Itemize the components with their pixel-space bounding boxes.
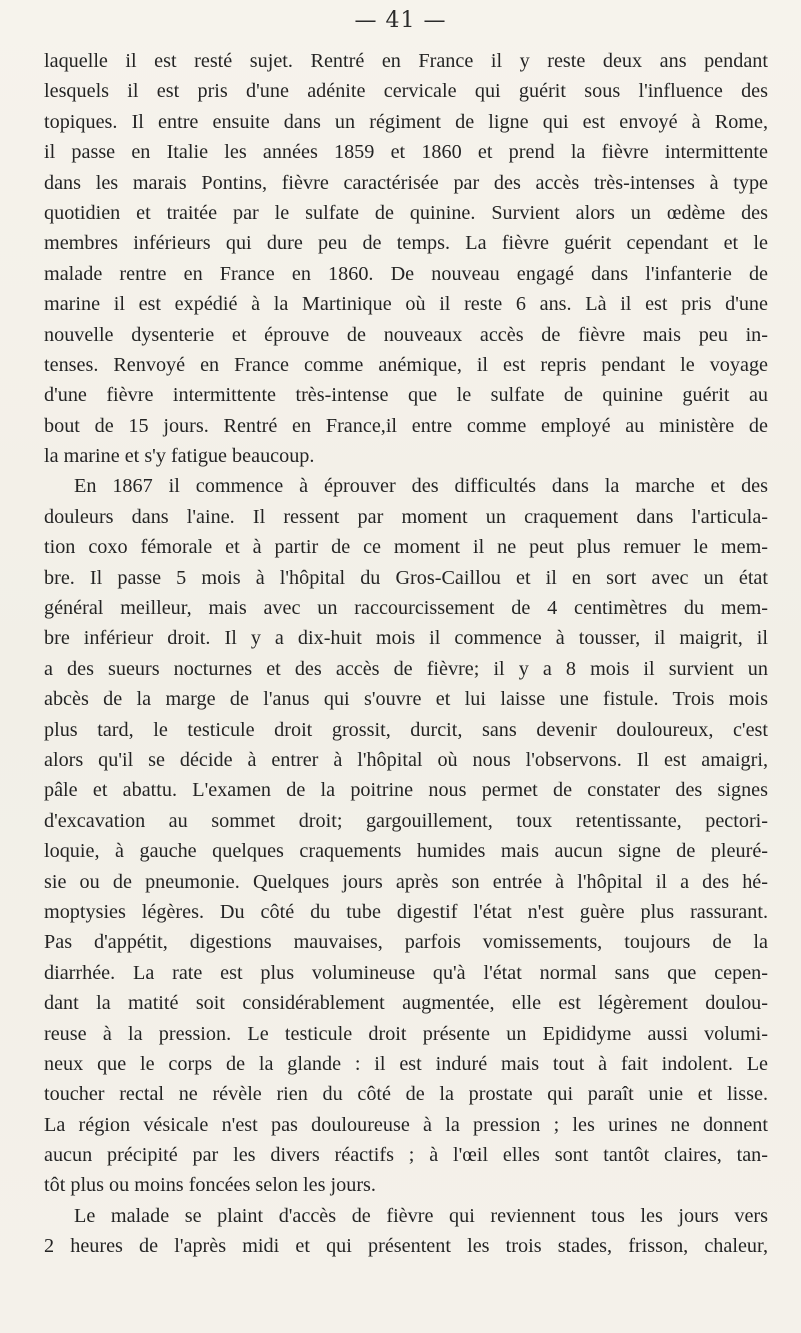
text-line: tenses. Renvoyé en France comme anémique, il est repris pendant le voyage [44,353,768,376]
text-line: membres inférieurs qui dure peu de temps. La fièvre guérit cependant et le [44,232,768,255]
text-line: a des sueurs nocturnes et des accès de fièvre; il y a 8 mois il survient un [44,657,768,680]
text-line: d'excavation au sommet droit; gargouillement, toux retentissante, pectori- [44,809,768,832]
text-line: général meilleur, mais avec un raccourcissement de 4 centimètres du mem- [44,597,768,620]
text-line: dans les marais Pontins, fièvre caractérisée par des accès très-intenses à type [44,171,768,194]
paragraph-start-line: Le malade se plaint d'accès de fièvre qui reviennent tous les jours vers [74,1204,768,1227]
text-line: bre. Il passe 5 mois à l'hôpital du Gros-Caillou et il en sort avec un état [44,566,768,589]
text-line: La région vésicale n'est pas douloureuse à la pression ; les urines ne donnent [44,1113,768,1136]
text-line: toucher rectal ne révèle rien du côté de la prostate qui paraît unie et lisse. [44,1083,768,1106]
text-line: il passe en Italie les années 1859 et 1860 et prend la fièvre intermittente [44,141,768,164]
text-line: bout de 15 jours. Rentré en France,il entre comme employé au ministère de [44,414,768,437]
text-line: quotidien et traitée par le sulfate de quinine. Survient alors un œdème des [44,201,768,224]
text-line: diarrhée. La rate est plus volumineuse qu'à l'état normal sans que cepen- [44,961,768,984]
text-line: lesquels il est pris d'une adénite cervicale qui guérit sous l'influence des [44,80,768,103]
text-line: alors qu'il se décide à entrer à l'hôpital où nous l'observons. Il est amaigri, [44,748,768,771]
text-line: nouvelle dysenterie et éprouve de nouveaux accès de fièvre mais peu in- [44,323,768,346]
page-number: — 41 — [354,8,447,33]
text-line: douleurs dans l'aine. Il ressent par moment un craquement dans l'articula- [44,505,768,528]
text-line: loquie, à gauche quelques craquements humides mais aucun signe de pleuré- [44,840,768,863]
text-line: neux que le corps de la glande : il est induré mais tout à fait indolent. Le [44,1052,768,1075]
text-line: dant la matité soit considérablement augmentée, elle est légèrement doulou- [44,992,768,1015]
paragraph-start-line: En 1867 il commence à éprouver des difficultés dans la marche et des [74,475,768,498]
text-line: topiques. Il entre ensuite dans un régiment de ligne qui est envoyé à Rome, [44,110,768,133]
text-line: bre inférieur droit. Il y a dix-huit mois il commence à tousser, il maigrit, il [44,627,768,650]
text-line: pâle et abattu. L'examen de la poitrine nous permet de constater des signes [44,779,768,802]
text-line: laquelle il est resté sujet. Rentré en France il y reste deux ans pendant [44,50,768,72]
text-line: tion coxo fémorale et à partir de ce moment il ne peut plus remuer le mem- [44,536,768,559]
text-line: tôt plus ou moins foncées selon les jours. [44,1174,376,1197]
text-line: la marine et s'y fatigue beaucoup. [44,445,315,468]
text-line: moptysies légères. Du côté du tube digestif l'état n'est guère plus rassurant. [44,900,768,923]
text-line: sie ou de pneumonie. Quelques jours après son entrée à l'hôpital il a des hé- [44,870,768,893]
text-line: 2 heures de l'après midi et qui présentent les trois stades, frisson, chaleur, [44,1235,768,1258]
body-text [44,46,768,1262]
text-line: malade rentre en France en 1860. De nouveau engagé dans l'infanterie de [44,262,768,285]
text-line: d'une fièvre intermittente très-intense que le sulfate de quinine guérit au [44,384,768,407]
text-line: marine il est expédié à la Martinique où il reste 6 ans. Là il est pris d'une [44,293,768,316]
text-line: reuse à la pression. Le testicule droit présente un Epididyme aussi volumi- [44,1022,768,1045]
text-line: Pas d'appétit, digestions mauvaises, parfois vomissements, toujours de la [44,931,768,954]
text-line: plus tard, le testicule droit grossit, durcit, sans devenir douloureux, c'est [44,718,768,741]
text-line: aucun précipité par les divers réactifs ; à l'œil elles sont tantôt claires, tan- [44,1144,768,1167]
text-line: abcès de la marge de l'anus qui s'ouvre et lui laisse une fistule. Trois mois [44,688,768,711]
